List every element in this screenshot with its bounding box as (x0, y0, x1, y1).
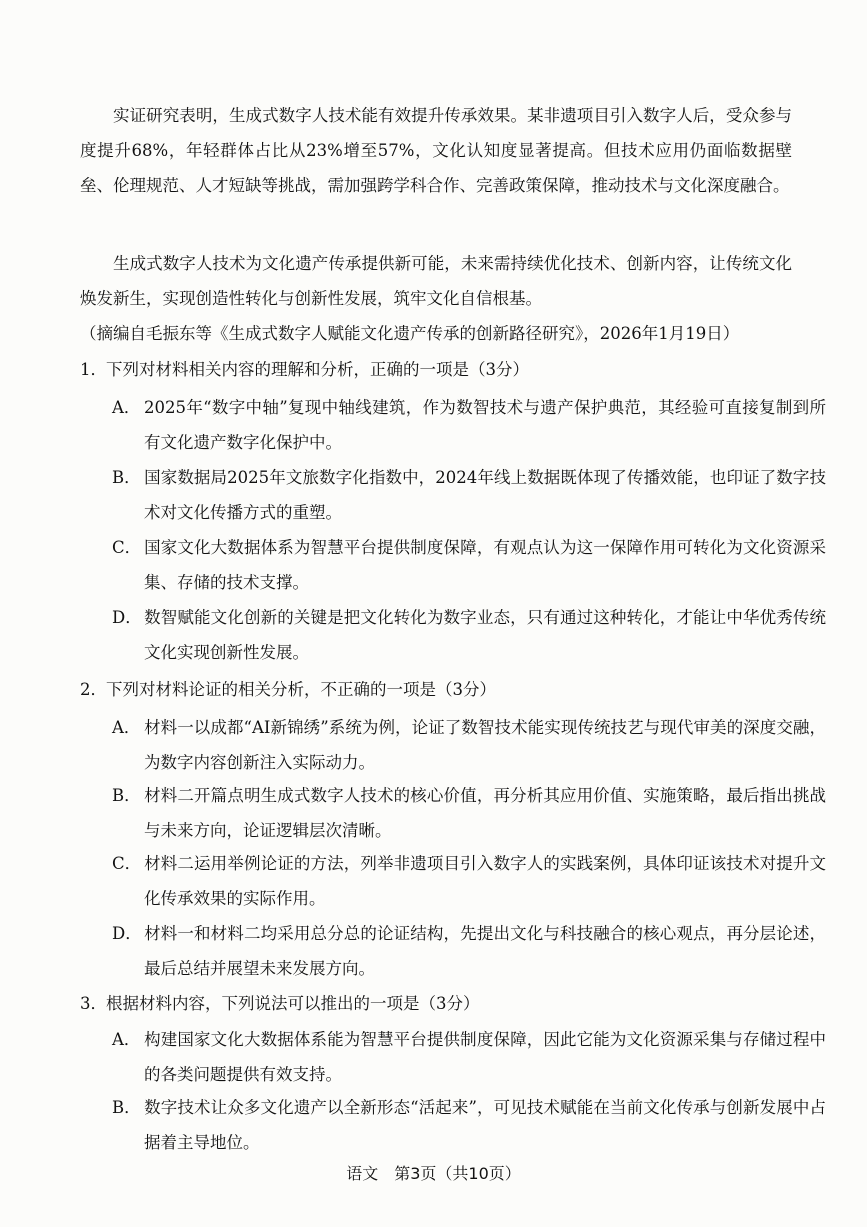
option-letter: D． (112, 608, 142, 627)
question-stem: 下列对材料论证的相关分析，不正确的一项是（3分） (106, 680, 496, 699)
option-letter: B． (112, 1098, 141, 1117)
question-number: 1． (80, 360, 107, 379)
option-text: 构建国家文化大数据体系能为智慧平台提供制度保障，因此它能为文化资源采集与存储过程中的各类问题提供有效支持。 (144, 1030, 826, 1084)
q2-option-c (112, 846, 826, 916)
question-number: 3． (80, 994, 107, 1013)
option-letter: B． (112, 468, 141, 487)
page-footer: 语文 第3页（共10页） (346, 1164, 521, 1183)
option-letter: B． (112, 786, 141, 805)
option-letter: A． (112, 1030, 141, 1049)
question-2 (80, 672, 792, 707)
q1-option-d (112, 600, 826, 670)
q3-option-b (112, 1090, 826, 1160)
option-letter: A． (112, 398, 141, 417)
option-text: 材料二运用举例论证的方法，列举非遗项目引入数字人的实践案例，具体印证该技术对提升文化传承效果的实际作用。 (144, 854, 826, 908)
option-text: 2025年“数字中轴”复现中轴线建筑，作为数智技术与遗产保护典范，其经验可直接复制到所有文化遗产数字化保护中。 (144, 398, 826, 452)
question-number: 2． (80, 680, 107, 699)
option-letter: C． (112, 538, 142, 557)
question-3 (80, 986, 792, 1021)
question-stem: 根据材料内容，下列说法可以推出的一项是（3分） (106, 994, 480, 1013)
option-text: 数字技术让众多文化遗产以全新形态“活起来”，可见技术赋能在当前文化传承与创新发展中占据着主导地位。 (144, 1098, 826, 1152)
option-text: 国家数据局2025年文旅数字化指数中，2024年线上数据既体现了传播效能，也印证了数字技术对文化传播方式的重塑。 (144, 468, 826, 522)
q3-option-a (112, 1022, 826, 1092)
body-paragraph-1: 实证研究表明，生成式数字人技术能有效提升传承效果。某非遗项目引入数字人后，受众参与度提升68%，年轻群体占比从23%增至57%，文化认知度显著提高。但技术应用仍面临数据壁垒、伦理规范、人才短缺等挑战，需加强跨学科合作、完善政策保障，推动技术与文化深度融合。 (80, 106, 792, 195)
q1-option-c (112, 530, 826, 600)
q2-option-a (112, 710, 826, 780)
q1-option-b (112, 460, 826, 530)
source-citation: （摘编自毛振东等《生成式数字人赋能文化遗产传承的创新路径研究》，2026年1月19日） (80, 324, 740, 343)
question-stem: 下列对材料相关内容的理解和分析，正确的一项是（3分） (106, 360, 529, 379)
option-text: 材料一和材料二均采用总分总的论证结构，先提出文化与科技融合的核心观点，再分层论述，最后总结并展望未来发展方向。 (144, 924, 826, 978)
option-text: 国家文化大数据体系为智慧平台提供制度保障，有观点认为这一保障作用可转化为文化资源采集、存储的技术支撑。 (144, 538, 826, 592)
option-letter: A． (112, 718, 141, 737)
body-paragraph-2: 生成式数字人技术为文化遗产传承提供新可能，未来需持续优化技术、创新内容，让传统文化焕发新生，实现创造性转化与创新性发展，筑牢文化自信根基。 (80, 254, 792, 308)
option-text: 数智赋能文化创新的关键是把文化转化为数字业态，只有通过这种转化，才能让中华优秀传统文化实现创新性发展。 (144, 608, 826, 662)
option-letter: D． (112, 924, 142, 943)
question-1 (80, 352, 792, 387)
q2-option-d (112, 916, 826, 986)
q2-option-b (112, 778, 826, 848)
option-text: 材料一以成都“AI新锦绣”系统为例，论证了数智技术能实现传统技艺与现代审美的深度交融，为数字内容创新注入实际动力。 (144, 718, 826, 772)
option-letter: C． (112, 854, 142, 873)
q1-option-a (112, 390, 826, 460)
option-text: 材料二开篇点明生成式数字人技术的核心价值，再分析其应用价值、实施策略，最后指出挑战与未来方向，论证逻辑层次清晰。 (144, 786, 826, 840)
